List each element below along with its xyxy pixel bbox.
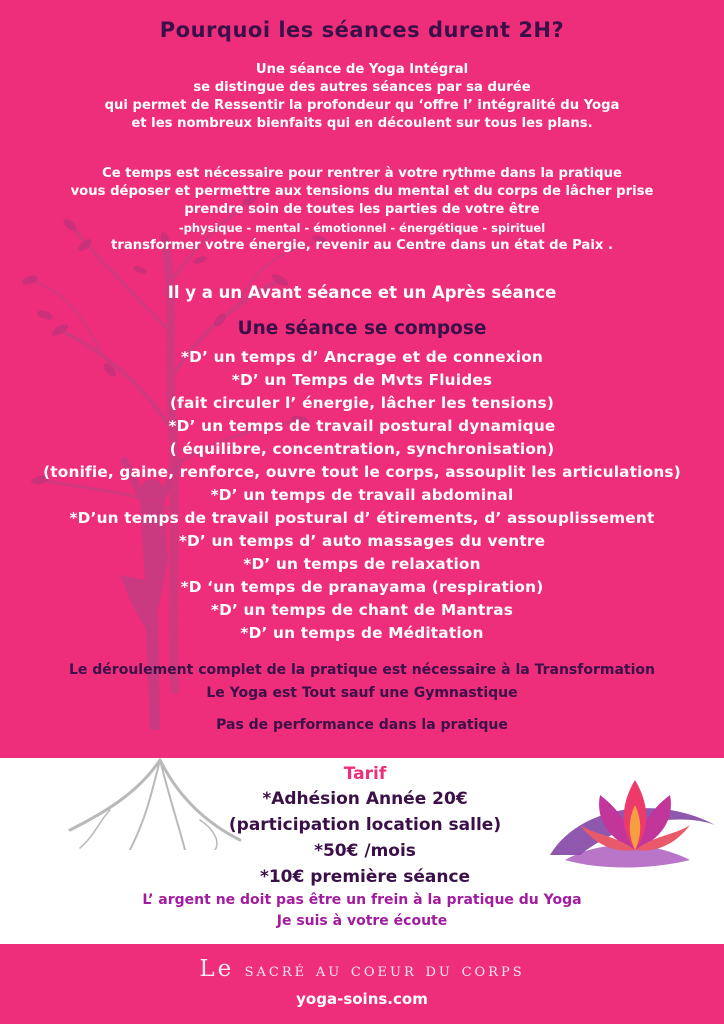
brand-part: coeur: [350, 960, 417, 981]
note-line: Le déroulement complet de la pratique est nécessaire à la Transformation: [69, 662, 655, 678]
compose-heading: Une séance se compose: [237, 318, 487, 339]
list-item: *D’ un temps de travail postural dynamique: [168, 417, 556, 435]
list-item: *D’ un Temps de Mvts Fluides: [231, 371, 493, 389]
reason-line: prendre soin de toutes les parties de votre être: [184, 202, 540, 217]
brand-part: Le: [199, 956, 245, 982]
reason-line: Ce temps est nécessaire pour rentrer à votre rythme dans la pratique: [102, 166, 622, 181]
compose-list: [0, 346, 724, 645]
tarif-note: [0, 890, 724, 932]
tarif-line: *50€ /mois: [314, 841, 416, 861]
brand-part: au: [307, 960, 351, 981]
list-item: (fait circuler l’ énergie, lâcher les tensions): [169, 394, 555, 412]
reasons-paragraph: [0, 165, 724, 255]
brand-part: corps: [461, 960, 525, 981]
reason-line: vous déposer et permettre aux tensions du mental et du corps de lâcher prise: [70, 184, 654, 199]
list-item: ( équilibre, concentration, synchronisation): [169, 440, 555, 458]
intro-line: et les nombreux bienfaits qui en découlent sur tous les plans.: [131, 116, 593, 131]
tarif-line: *Adhésion Année 20€: [262, 789, 468, 809]
page-title: Pourquoi les séances durent 2H?: [159, 18, 565, 42]
brand-part: sacré: [244, 960, 308, 981]
reason-line: transformer votre énergie, revenir au Centre dans un état de Paix .: [111, 238, 613, 253]
tarif-note-line: Je suis à votre écoute: [276, 913, 448, 929]
list-item: *D’ un temps de chant de Mantras: [210, 601, 514, 619]
reason-line: -physique - mental - émotionnel - énergétique - spirituel: [178, 221, 546, 235]
list-item: *D’ un temps de travail abdominal: [210, 486, 514, 504]
notes-block: [0, 659, 724, 737]
list-item: *D’ un temps de Méditation: [240, 624, 484, 642]
note-line: Le Yoga est Tout sauf une Gymnastique: [206, 685, 518, 701]
list-item: *D’ un temps d’ auto massages du ventre: [178, 532, 546, 550]
tarif-line: *10€ première séance: [259, 867, 471, 887]
tarif-line: (participation location salle): [228, 815, 502, 835]
avant-apres-heading: Il y a un Avant séance et un Après séance: [167, 283, 557, 302]
tarif-note-line: L’ argent ne doit pas être un frein à la pratique du Yoga: [142, 892, 582, 908]
intro-paragraph: [0, 61, 724, 133]
intro-line: se distingue des autres séances par sa durée: [193, 80, 531, 95]
tarif-title: Tarif: [343, 764, 387, 784]
intro-line: Une séance de Yoga Intégral: [255, 62, 469, 77]
list-item: *D’un temps de travail postural d’ étirements, d’ assouplissement: [69, 509, 655, 527]
lotus-flower-logo-icon: [540, 765, 720, 885]
brand-part: du: [416, 960, 462, 981]
note-line: Pas de performance dans la pratique: [216, 717, 508, 733]
list-item: (tonifie, gaine, renforce, ouvre tout le corps, assouplit les articulations): [43, 463, 681, 481]
list-item: *D’ un temps de relaxation: [243, 555, 481, 573]
list-item: *D ‘un temps de pranayama (respiration): [180, 578, 544, 596]
brand-name: [0, 956, 724, 982]
website-link[interactable]: yoga-soins.com: [296, 990, 428, 1008]
intro-line: qui permet de Ressentir la profondeur qu ‘offre l’ intégralité du Yoga: [104, 98, 620, 113]
list-item: *D’ un temps d’ Ancrage et de connexion: [180, 348, 544, 366]
tarif-section: [190, 762, 540, 890]
